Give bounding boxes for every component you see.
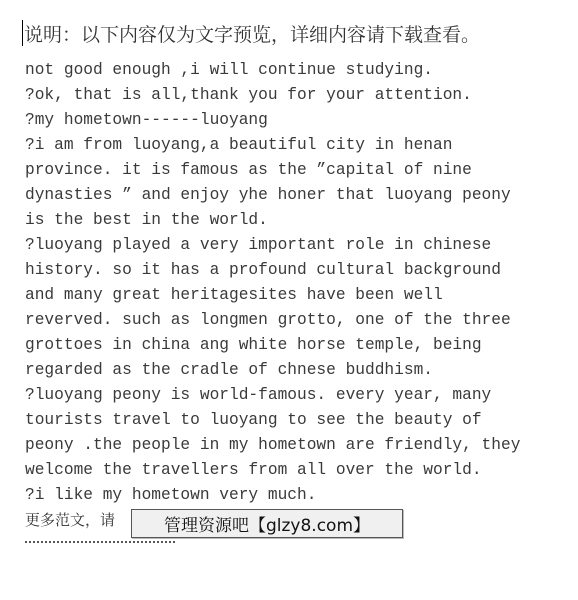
document-line: and many great heritagesites have been well xyxy=(25,286,443,304)
document-line: grottoes in china ang white horse temple, being xyxy=(25,336,482,354)
document-line: regarded as the cradle of chnese buddhism. xyxy=(25,361,433,379)
document-line: history. so it has a profound cultural background xyxy=(25,261,501,279)
document-line: ?i like my hometown very much. xyxy=(25,486,317,504)
preview-notice xyxy=(22,18,480,48)
preview-notice-text: 说明：以下内容仅为文字预览，详细内容请下载查看。 xyxy=(24,23,481,46)
document-body xyxy=(25,58,565,508)
document-line: tourists travel to luoyang to see the beauty of xyxy=(25,411,482,429)
more-essays-text: 更多范文，请 xyxy=(25,511,116,529)
document-line: ?ok, that is all,thank you for your attention. xyxy=(25,86,472,104)
document-line: peony .the people in my hometown are friendly, they xyxy=(25,436,521,454)
dotted-divider xyxy=(25,541,175,543)
text-cursor xyxy=(22,20,23,46)
document-line: ?i am from luoyang,a beautiful city in henan xyxy=(25,136,453,154)
site-promo-link[interactable]: 管理资源吧【glzy8.com】 xyxy=(131,509,403,538)
document-line: not good enough ,i will continue studying. xyxy=(25,61,433,79)
document-line: reverved. such as longmen grotto, one of the three xyxy=(25,311,511,329)
document-line: ?my hometown------luoyang xyxy=(25,111,268,129)
document-line: province. it is famous as the ”capital of nine xyxy=(25,161,472,179)
document-line: welcome the travellers from all over the world. xyxy=(25,461,482,479)
document-line: ?luoyang played a very important role in chinese xyxy=(25,236,492,254)
document-line: dynasties ” and enjoy yhe honer that luoyang peony xyxy=(25,186,511,204)
document-line: is the best in the world. xyxy=(25,211,268,229)
document-line: ?luoyang peony is world-famous. every year, many xyxy=(25,386,492,404)
